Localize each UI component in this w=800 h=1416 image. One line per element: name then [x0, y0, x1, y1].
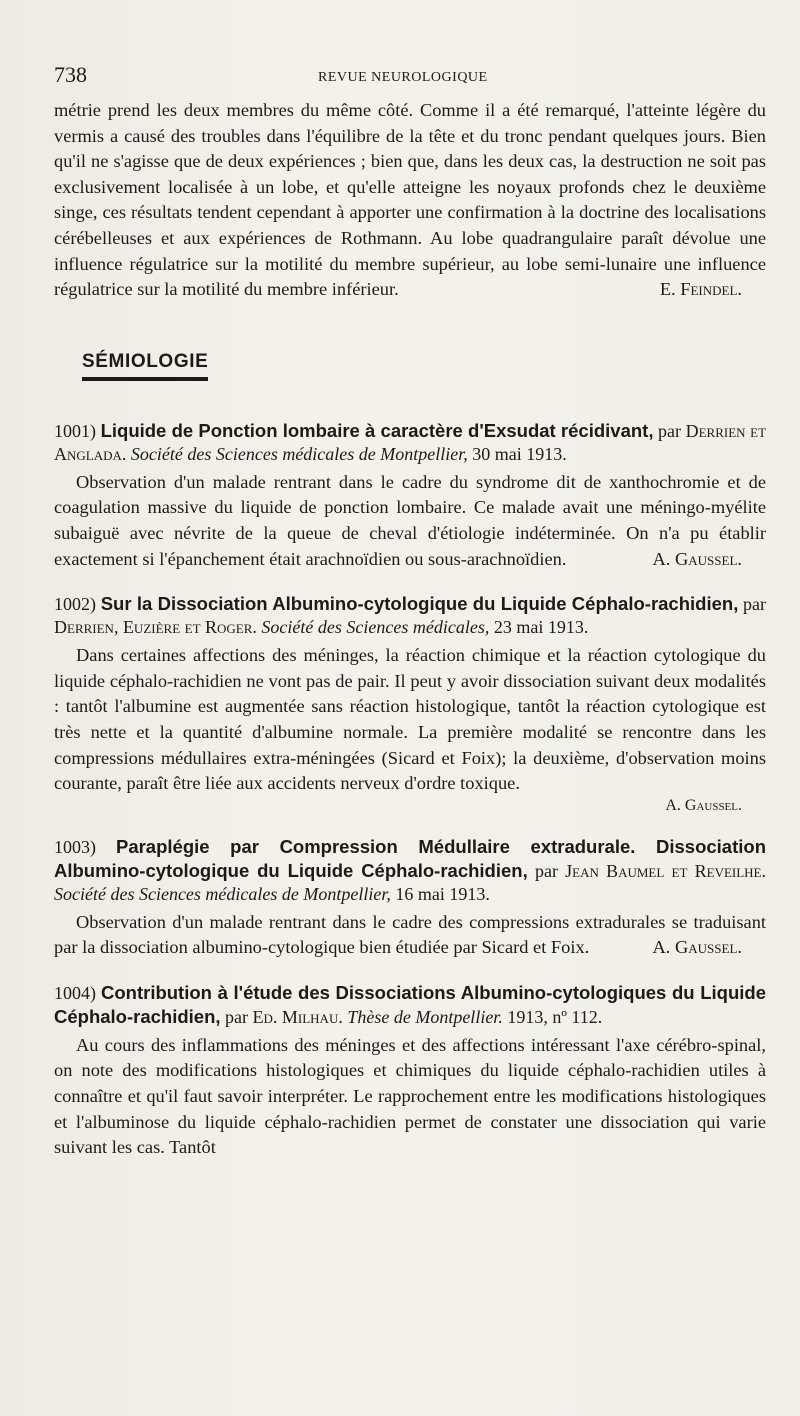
- entry-title: Paraplégie par Compression Médullaire extradurale. Dissociation Albumino-cytologique du Liquide Céphalo-rachidien,: [54, 835, 767, 881]
- entry-heading: [54, 419, 766, 466]
- entry-authors: Derrien, Euzière et Roger.: [54, 617, 257, 638]
- entry-number: 1001): [54, 420, 96, 441]
- entry-title: Contribution à l'étude des Dissociations Albumino-cytologiques du Liquide Céphalo-rachidien,: [54, 981, 766, 1027]
- entry-signature: A. Gaussel.: [652, 937, 742, 958]
- entry-number: 1002): [54, 594, 96, 615]
- entry-body-text: Dans certaines affections des méninges, la réaction chimique et la réaction cytologique du liquide céphalo-rachidien ne vont pas de pair. Il peut y avoir dissociation suivant deux modalités : tantôt l'albumine est augmentée sans réaction histologique, tantôt la réaction cytologique est très nette et la quantité d'albumine normale. La première modalité se rencontre dans les compressions médullaires extra-méningées (Sicard et Foix); la deuxième, d'observation moins courante, paraît être liée aux accidents nerveux d'ordre toxique.: [54, 645, 766, 794]
- page-header: [54, 58, 766, 98]
- entry-authors-prefix: par: [527, 860, 566, 881]
- entry-date: 23 mai 1913.: [489, 617, 589, 638]
- entry-body-text: Observation d'un malade rentrant dans le cadre des compressions extradurales se traduisant par la dissociation albumino-cytologique bien étudiée par Sicard et Foix.: [54, 911, 766, 958]
- entry-authors-prefix: par: [220, 1006, 253, 1027]
- entry-signature: A. Gaussel.: [652, 548, 742, 569]
- entry-title: Sur la Dissociation Albumino-cytologique du Liquide Céphalo-rachidien,: [100, 593, 739, 615]
- entry-number: 1004): [54, 982, 96, 1003]
- entry-date: 1913, nº 112.: [502, 1006, 603, 1027]
- entry-authors: Jean Baumel et Reveilhe.: [565, 860, 767, 881]
- entry-heading: [54, 981, 766, 1029]
- entry-source: Société des Sciences médicales de Montpellier,: [54, 883, 391, 904]
- entry-authors-prefix: par: [653, 420, 686, 441]
- entry-signature: A. Gaussel.: [665, 796, 742, 814]
- intro-paragraph-block: [54, 98, 766, 303]
- entry-authors: Derrien et Anglada.: [54, 420, 767, 464]
- entry-heading: [54, 592, 766, 639]
- entry-date: 16 mai 1913.: [390, 883, 490, 904]
- entry-authors: Ed. Milhau.: [252, 1006, 343, 1027]
- entry-number: 1003): [54, 836, 96, 857]
- abstract-entry: [54, 419, 766, 572]
- entry-body-text: Observation d'un malade rentrant dans le cadre du syndrome dit de xanthochromie et de coagulation massive du liquide de ponction lombaire. Ce malade avait une méningo-myélite subaiguë avec névrite de la queue de cheval d'étiologie indéterminée. On n'a pu établir exactement si l'épanchement était arachnoïdien ou sous-arachnoïdien.: [54, 471, 766, 569]
- abstract-entry: [54, 981, 766, 1161]
- page-number: 738: [54, 62, 87, 87]
- intro-signature: E. Feindel.: [659, 279, 742, 300]
- entry-body: [54, 1033, 766, 1161]
- abstract-entry: [54, 835, 766, 961]
- intro-text: métrie prend les deux membres du même côté. Comme il a été remarqué, l'atteinte légère du vermis a causé des troubles dans l'équilibre de la tête et du tronc pendant quelques jours. Bien qu'il ne s'agisse que de deux expériences ; bien que, dans les deux cas, la destruction ne soit pas exclusivement localisée à un lobe, et qu'elle atteigne les noyaux profonds chez le deuxième singe, ces résultats tendent cependant à apporter une confirmation à la doctrine des localisations cérébelleuses et aux expériences de Rothmann. Au lobe quadrangulaire paraît dévolue une influence régulatrice sur la motilité du membre supérieur, au lobe semi-lunaire une influence régulatrice sur la motilité du membre inférieur.: [54, 100, 766, 300]
- abstract-entry: [54, 592, 766, 815]
- entry-title: Liquide de Ponction lombaire à caractère d'Exsudat récidivant,: [100, 419, 654, 441]
- entry-date: 30 mai 1913.: [467, 443, 567, 464]
- section-title: SÉMIOLOGIE: [82, 351, 208, 381]
- entry-source: Société des Sciences médicales de Montpellier,: [126, 443, 468, 464]
- running-head: REVUE NEUROLOGIQUE: [318, 70, 488, 85]
- entry-source: Thèse de Montpellier.: [342, 1006, 503, 1027]
- entry-body: [54, 470, 766, 572]
- entry-body: [54, 643, 766, 815]
- intro-paragraph: [54, 98, 766, 303]
- entry-body: [54, 910, 766, 961]
- entry-body-text: Au cours des inflammations des méninges et des affections intéressant l'axe cérébro-spinal, on note des modifications histologiques et chimiques du liquide céphalo-rachidien utiles à connaître et qu'il faut savoir interpréter. Le rapprochement entre les modifications histologiques et l'albuminose du liquide céphalo-rachidien permet de constater une dissociation qui varie suivant les cas. Tantôt: [54, 1034, 766, 1158]
- entry-source: Société des Sciences médicales,: [256, 617, 490, 638]
- entry-authors-prefix: par: [738, 594, 767, 615]
- entry-heading: [54, 835, 766, 906]
